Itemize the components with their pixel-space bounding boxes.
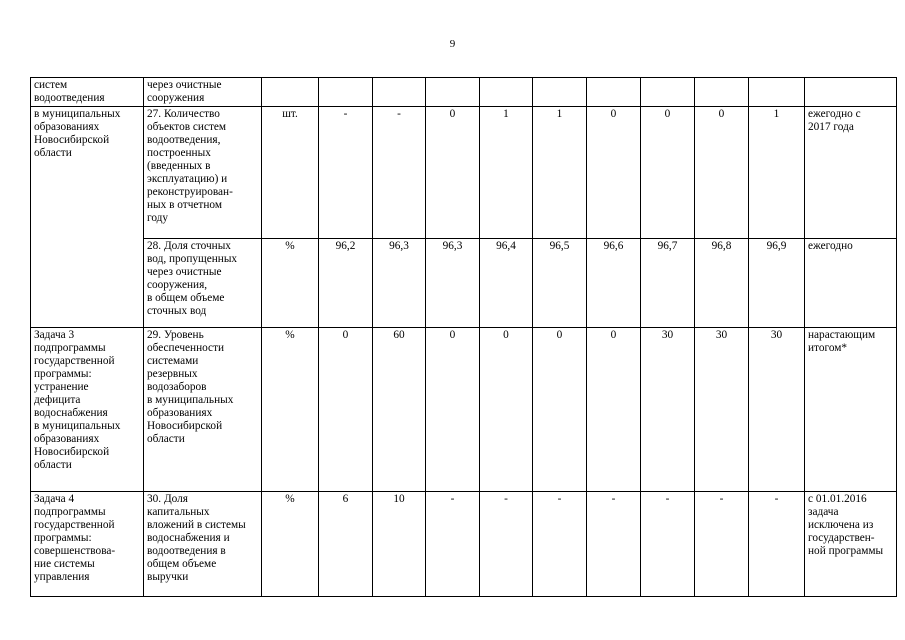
value-cell: - [587, 492, 641, 597]
indicator-cell [144, 492, 262, 597]
value-cell [426, 78, 480, 107]
unit-cell [262, 78, 319, 107]
value-cell [749, 78, 805, 107]
note-cell [805, 107, 897, 239]
value-cell: 0 [426, 107, 480, 239]
task-text: Задача 4 подпрограммы государственной программы: совершенствова- ние системы управления [34, 493, 116, 583]
value-cell: 96,6 [587, 239, 641, 328]
indicator-cell [144, 107, 262, 239]
value-cell [533, 78, 587, 107]
value-cell [587, 78, 641, 107]
indicator-text: 29. Уровень обеспеченности системами резервных водозаборов в муниципальных образованиях Новосибирской области [147, 329, 234, 445]
note-cell [805, 78, 897, 107]
task-cell [31, 107, 144, 328]
unit-cell: % [262, 239, 319, 328]
task-cell [31, 328, 144, 492]
task-text: в муниципальных образованиях Новосибирской области [34, 108, 121, 159]
note-text: ежегодно с 2017 года [808, 108, 861, 133]
indicator-text: через очистные сооружения [147, 79, 222, 104]
value-cell [641, 78, 695, 107]
value-cell [319, 78, 373, 107]
table-row [31, 328, 897, 492]
value-cell: 96,8 [695, 239, 749, 328]
note-cell [805, 492, 897, 597]
table-row [31, 239, 897, 328]
value-cell [480, 78, 533, 107]
value-cell: 1 [480, 107, 533, 239]
table-row [31, 492, 897, 597]
indicator-text: 28. Доля сточных вод, пропущенных через очистные сооружения, в общем объеме сточных вод [147, 240, 238, 317]
value-cell: 30 [641, 328, 695, 492]
unit-cell: шт. [262, 107, 319, 239]
value-cell: 96,3 [373, 239, 426, 328]
value-cell: 96,4 [480, 239, 533, 328]
value-cell: 96,7 [641, 239, 695, 328]
value-cell: 96,9 [749, 239, 805, 328]
value-cell: - [480, 492, 533, 597]
table-row [31, 78, 897, 107]
value-cell: - [641, 492, 695, 597]
value-cell: 30 [695, 328, 749, 492]
value-cell: - [426, 492, 480, 597]
value-cell [373, 78, 426, 107]
value-cell: 0 [587, 328, 641, 492]
value-cell [695, 78, 749, 107]
indicator-cell [144, 328, 262, 492]
value-cell: - [695, 492, 749, 597]
value-cell: - [319, 107, 373, 239]
indicators-table [30, 77, 897, 597]
value-cell: 0 [641, 107, 695, 239]
value-cell: 1 [749, 107, 805, 239]
value-cell: 1 [533, 107, 587, 239]
note-cell [805, 328, 897, 492]
value-cell: 96,2 [319, 239, 373, 328]
note-text: с 01.01.2016 задача исключена из государствен- ной программы [808, 493, 884, 557]
note-cell [805, 239, 897, 328]
table-row [31, 107, 897, 239]
unit-cell: % [262, 328, 319, 492]
task-text: Задача 3 подпрограммы государственной программы: устранение дефицита водоснабжения в муниципальных образованиях Новосибирской области [34, 329, 121, 471]
task-text: систем водоотведения [34, 79, 105, 104]
indicator-cell [144, 78, 262, 107]
task-cell [31, 492, 144, 597]
value-cell: 0 [587, 107, 641, 239]
value-cell: 10 [373, 492, 426, 597]
value-cell: 6 [319, 492, 373, 597]
value-cell: - [533, 492, 587, 597]
indicator-text: 27. Количество объектов систем водоотведения, построенных (введенных в эксплуатацию) и реконструирован- ных в отчетном году [147, 108, 233, 224]
note-text: нарастающим итогом* [808, 329, 876, 354]
indicator-text: 30. Доля капитальных вложений в системы водоснабжения и водоотведения в общем объеме выручки [147, 493, 246, 583]
value-cell: 0 [695, 107, 749, 239]
note-text: ежегодно [808, 240, 853, 252]
value-cell: 30 [749, 328, 805, 492]
indicator-cell [144, 239, 262, 328]
value-cell: - [749, 492, 805, 597]
value-cell: 96,3 [426, 239, 480, 328]
value-cell: 0 [533, 328, 587, 492]
page-number: 9 [449, 38, 456, 50]
value-cell: 0 [426, 328, 480, 492]
value-cell: - [373, 107, 426, 239]
value-cell: 96,5 [533, 239, 587, 328]
value-cell: 60 [373, 328, 426, 492]
task-cell [31, 78, 144, 107]
unit-cell: % [262, 492, 319, 597]
value-cell: 0 [480, 328, 533, 492]
value-cell: 0 [319, 328, 373, 492]
